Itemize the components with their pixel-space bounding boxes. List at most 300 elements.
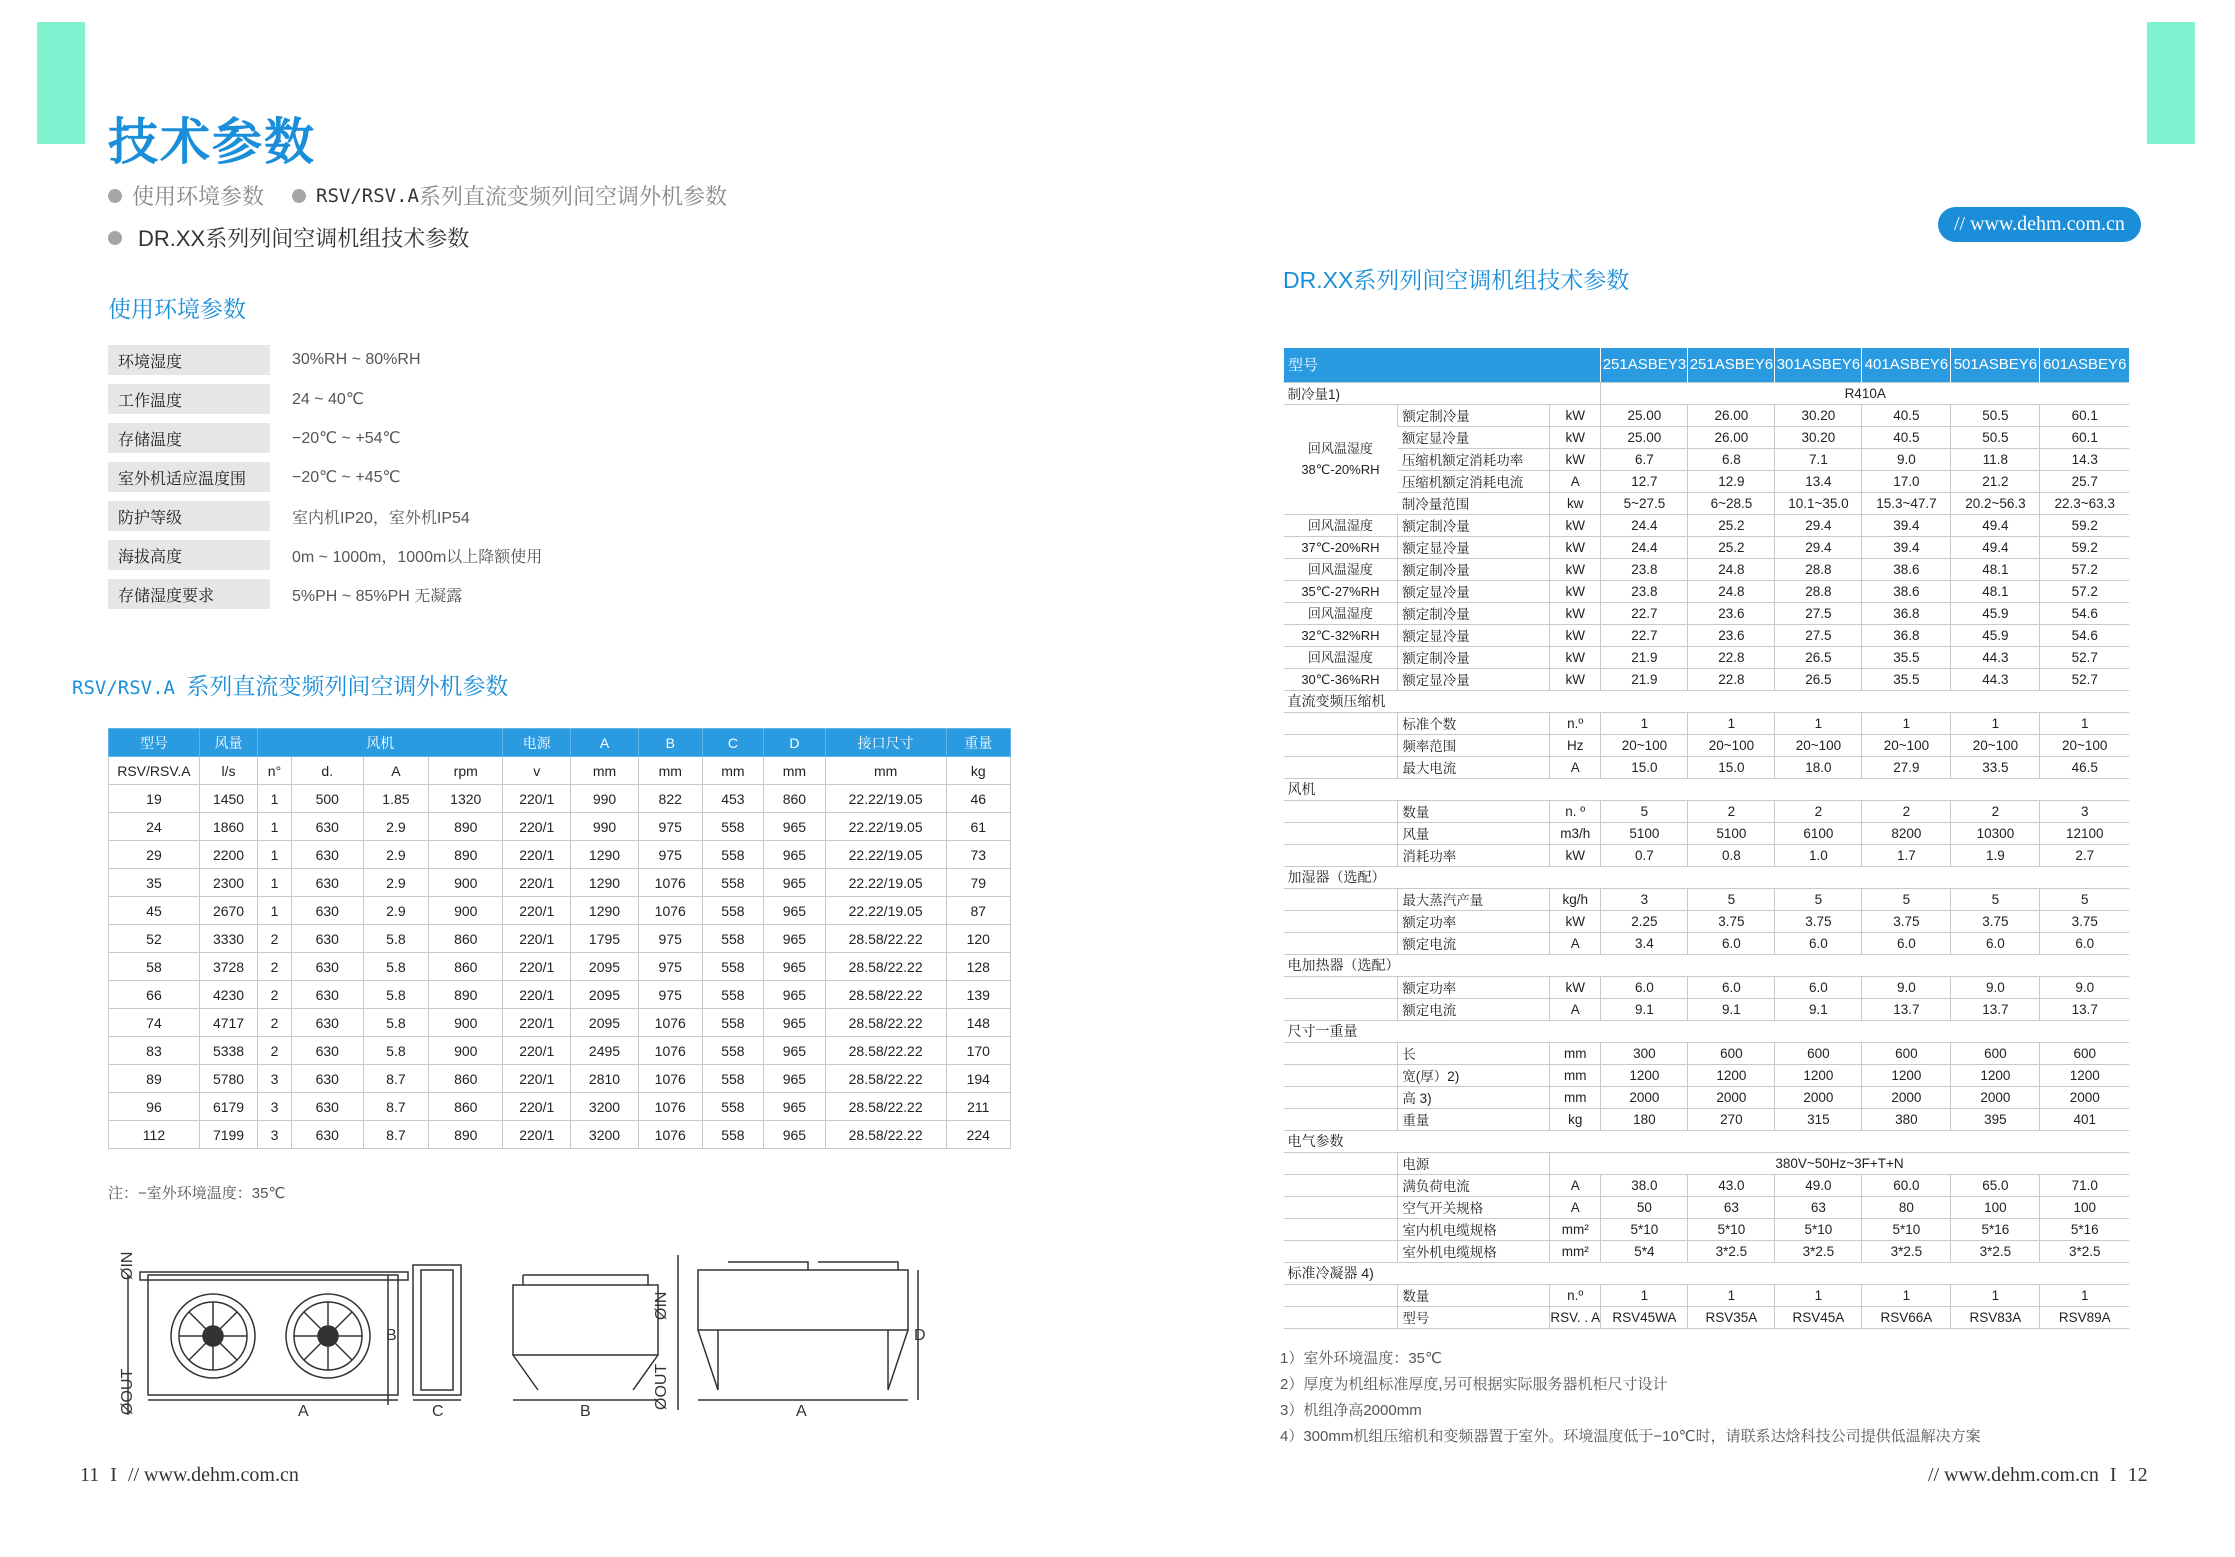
table-cell-empty	[1284, 734, 1398, 756]
group-header-row	[1284, 1130, 2130, 1152]
table-cell-empty	[1284, 1284, 1398, 1306]
dim-A-front: A	[298, 1403, 309, 1420]
table-cell: 2810	[571, 1065, 639, 1093]
table-cell: 数量	[1398, 800, 1550, 822]
table-cell: 3*2.5	[1775, 1240, 1862, 1262]
table-cell: 7199	[199, 1121, 257, 1149]
table-cell: 9.0	[1862, 448, 1951, 470]
table-cell: n.º	[1550, 712, 1601, 734]
table-cell: 13.7	[1862, 998, 1951, 1020]
table-cell: 2	[1688, 800, 1775, 822]
dr-notes	[1280, 1346, 1981, 1450]
table-cell: 630	[291, 1009, 363, 1037]
footer-url-left[interactable]: // www.dehm.com.cn	[127, 1464, 299, 1486]
table-cell: 3.75	[1775, 910, 1862, 932]
table-cell: 29.4	[1775, 536, 1862, 558]
table-cell: 长	[1398, 1042, 1550, 1064]
table-cell: 额定显冷量	[1398, 426, 1550, 448]
table-cell: 3*2.5	[2040, 1240, 2129, 1262]
table-cell: 2000	[1951, 1086, 2040, 1108]
rsv-header-cell: 风量	[199, 729, 257, 757]
table-cell: 22.22/19.05	[825, 813, 946, 841]
table-cell: 600	[1688, 1042, 1775, 1064]
table-cell: 2	[258, 1037, 292, 1065]
table-cell: 20~100	[1601, 734, 1688, 756]
table-cell: 额定显冷量	[1398, 668, 1550, 690]
table-cell: 9.0	[1862, 976, 1951, 998]
table-cell: 21.9	[1601, 668, 1688, 690]
table-cell: kW	[1550, 514, 1601, 536]
table-cell: 3.75	[1688, 910, 1775, 932]
env-key: 室外机适应温度围	[108, 462, 270, 492]
table-cell: 211	[946, 1093, 1010, 1121]
table-cell: 965	[764, 1009, 826, 1037]
table-cell: 5	[1775, 888, 1862, 910]
table-cell: A	[1550, 470, 1601, 492]
table-cell: 975	[638, 841, 702, 869]
table-cell: 1	[2040, 1284, 2129, 1306]
env-value: −20℃ ~ +54℃	[292, 430, 401, 447]
table-cell-empty	[1284, 756, 1398, 778]
table-cell: kW	[1550, 536, 1601, 558]
table-cell: 224	[946, 1121, 1010, 1149]
nav-item-env[interactable]: 使用环境参数	[132, 184, 265, 209]
table-row	[1284, 558, 2130, 580]
table-cell: 29.4	[1775, 514, 1862, 536]
dim-D: D	[914, 1327, 926, 1344]
table-cell: 28.58/22.22	[825, 1121, 946, 1149]
table-cell: 13.4	[1775, 470, 1862, 492]
table-cell: 558	[702, 841, 764, 869]
table-cell: 630	[291, 869, 363, 897]
table-cell: 630	[291, 1065, 363, 1093]
group-label: 风机	[1284, 778, 2130, 800]
table-cell: 10300	[1951, 822, 2040, 844]
table-cell: 58	[109, 953, 200, 981]
table-cell: 2.7	[2040, 844, 2129, 866]
table-cell: 48.1	[1951, 580, 2040, 602]
table-cell: 2000	[2040, 1086, 2129, 1108]
table-cell: 1795	[571, 925, 639, 953]
env-row	[108, 423, 552, 453]
env-key: 防护等级	[108, 501, 270, 531]
table-cell: 25.7	[2040, 470, 2129, 492]
table-row	[1284, 448, 2130, 470]
table-cell: 1.85	[363, 785, 429, 813]
condition-label: 35℃-27%RH	[1284, 580, 1398, 602]
footer-left: 11 I // www.dehm.com.cn	[80, 1464, 299, 1486]
table-cell: 5.8	[363, 953, 429, 981]
condition-label: 37℃-20%RH	[1284, 536, 1398, 558]
table-cell: 4230	[199, 981, 257, 1009]
table-cell: 3.4	[1601, 932, 1688, 954]
table-cell: 24.8	[1688, 558, 1775, 580]
table-cell: 315	[1775, 1108, 1862, 1130]
condition-label: 回风温湿度	[1284, 514, 1398, 536]
table-cell: 60.0	[1862, 1174, 1951, 1196]
table-cell: 1320	[429, 785, 503, 813]
table-cell: 5*16	[2040, 1218, 2129, 1240]
table-cell: 6.0	[1775, 976, 1862, 998]
env-row	[108, 384, 552, 414]
table-cell: 6.7	[1601, 448, 1688, 470]
group-header-row	[1284, 690, 2130, 712]
bullet-dot	[108, 231, 122, 245]
dr-header-cell: 251ASBEY6	[1688, 348, 1775, 382]
table-row	[1284, 1284, 2130, 1306]
table-cell: 3*2.5	[1862, 1240, 1951, 1262]
table-cell: 2095	[571, 953, 639, 981]
table-row	[1284, 1086, 2130, 1108]
table-cell: 49.4	[1951, 514, 2040, 536]
table-cell: 112	[109, 1121, 200, 1149]
rsv-subheader-cell: l/s	[199, 757, 257, 785]
table-cell: 148	[946, 1009, 1010, 1037]
table-cell: 重量	[1398, 1108, 1550, 1130]
table-cell: 220/1	[503, 1009, 571, 1037]
table-cell: 室内机电缆规格	[1398, 1218, 1550, 1240]
rsv-subheader-cell: d.	[291, 757, 363, 785]
label-out-front: ØOUT	[119, 1368, 136, 1415]
table-cell: 990	[571, 813, 639, 841]
table-cell: 22.7	[1601, 602, 1688, 624]
table-cell: 满负荷电流	[1398, 1174, 1550, 1196]
dim-C: C	[432, 1403, 444, 1420]
table-cell: 54.6	[2040, 602, 2129, 624]
table-cell: 453	[702, 785, 764, 813]
table-cell: kw	[1550, 492, 1601, 514]
table-cell: 965	[764, 841, 826, 869]
table-cell: 890	[429, 841, 503, 869]
table-cell: 1.7	[1862, 844, 1951, 866]
table-cell: 558	[702, 869, 764, 897]
table-cell: 28.8	[1775, 558, 1862, 580]
table-cell: 30.20	[1775, 426, 1862, 448]
table-cell: 1	[258, 897, 292, 925]
table-cell: 额定显冷量	[1398, 580, 1550, 602]
table-cell: 83	[109, 1037, 200, 1065]
table-cell-empty	[1284, 712, 1398, 734]
table-cell: 46.5	[2040, 756, 2129, 778]
table-cell: RSV45A	[1775, 1306, 1862, 1328]
table-cell: 5.8	[363, 1037, 429, 1065]
table-cell: 25.2	[1688, 514, 1775, 536]
table-cell: 5.8	[363, 1009, 429, 1037]
rsv-header-cell: 型号	[109, 729, 200, 757]
table-row	[109, 981, 1011, 1009]
rsv-section-title	[72, 668, 508, 701]
table-cell: 54.6	[2040, 624, 2129, 646]
table-cell: RSV. . A	[1550, 1306, 1601, 1328]
table-cell: 28.8	[1775, 580, 1862, 602]
table-cell: 6179	[199, 1093, 257, 1121]
table-row	[109, 897, 1011, 925]
table-cell: 12.7	[1601, 470, 1688, 492]
table-cell: 2000	[1862, 1086, 1951, 1108]
table-cell: 1.9	[1951, 844, 2040, 866]
table-cell: A	[1550, 1174, 1601, 1196]
table-cell: 2000	[1601, 1086, 1688, 1108]
table-cell: 20~100	[1951, 734, 2040, 756]
table-cell: 46	[946, 785, 1010, 813]
table-cell: 22.22/19.05	[825, 897, 946, 925]
table-cell: 23.8	[1601, 580, 1688, 602]
table-row	[1284, 888, 2130, 910]
table-cell: 28.58/22.22	[825, 1037, 946, 1065]
table-cell: 9.1	[1688, 998, 1775, 1020]
table-cell-empty	[1284, 1240, 1398, 1262]
table-cell-empty	[1284, 844, 1398, 866]
table-cell: 630	[291, 897, 363, 925]
dr-header-cell: 501ASBEY6	[1951, 348, 2040, 382]
table-cell: 900	[429, 1037, 503, 1065]
rsv-subheader-cell: kg	[946, 757, 1010, 785]
footer-right: // www.dehm.com.cn I 12	[1928, 1464, 2148, 1486]
env-row	[108, 462, 552, 492]
nav-item-dr[interactable]: DR.XX系列列间空调机组技术参数	[138, 226, 470, 251]
dr-section-title: DR.XX系列列间空调机组技术参数	[1283, 267, 1630, 293]
env-row	[108, 579, 552, 609]
table-cell: 5338	[199, 1037, 257, 1065]
rsv-header-cell: B	[638, 729, 702, 757]
table-row	[109, 1009, 1011, 1037]
table-cell: 额定功率	[1398, 976, 1550, 998]
table-cell: 22.22/19.05	[825, 785, 946, 813]
table-cell: 1076	[638, 1009, 702, 1037]
table-cell: 3.75	[1951, 910, 2040, 932]
url-pill[interactable]: // www.dehm.com.cn	[1938, 207, 2141, 242]
table-cell: 1076	[638, 869, 702, 897]
table-cell: 100	[1951, 1196, 2040, 1218]
table-cell-empty	[1284, 1218, 1398, 1240]
table-cell: 558	[702, 953, 764, 981]
group-label: 加湿器（选配）	[1284, 866, 2130, 888]
table-row	[1284, 756, 2130, 778]
table-cell: 频率范围	[1398, 734, 1550, 756]
table-cell: 220/1	[503, 897, 571, 925]
table-cell: 965	[764, 813, 826, 841]
table-cell: 1	[1775, 1284, 1862, 1306]
table-cell: 1200	[1775, 1064, 1862, 1086]
table-cell: 24	[109, 813, 200, 841]
table-cell: 6.0	[1688, 932, 1775, 954]
table-cell: 36.8	[1862, 602, 1951, 624]
table-cell: 9.1	[1601, 998, 1688, 1020]
table-cell-empty	[1284, 976, 1398, 998]
table-cell: 28.58/22.22	[825, 1009, 946, 1037]
table-cell: 558	[702, 1065, 764, 1093]
table-cell: 87	[946, 897, 1010, 925]
table-row	[1284, 536, 2130, 558]
table-cell: 28.58/22.22	[825, 953, 946, 981]
footer-url-right[interactable]: // www.dehm.com.cn	[1928, 1464, 2099, 1486]
table-cell: 139	[946, 981, 1010, 1009]
env-key: 工作温度	[108, 384, 270, 414]
table-cell: 900	[429, 1009, 503, 1037]
table-cell: 5100	[1601, 822, 1688, 844]
table-cell: 2	[1951, 800, 2040, 822]
table-row	[1284, 822, 2130, 844]
table-cell: 3*2.5	[1951, 1240, 2040, 1262]
table-cell: 73	[946, 841, 1010, 869]
table-cell: 558	[702, 1009, 764, 1037]
table-cell: 22.22/19.05	[825, 841, 946, 869]
table-cell: 2.9	[363, 869, 429, 897]
table-cell: 2	[258, 981, 292, 1009]
table-cell: 5	[2040, 888, 2129, 910]
table-row	[1284, 1108, 2130, 1130]
table-cell: 1.0	[1775, 844, 1862, 866]
table-cell: 60.1	[2040, 404, 2129, 426]
table-cell: n.º	[1550, 1284, 1601, 1306]
table-cell: 630	[291, 1121, 363, 1149]
table-cell: 220/1	[503, 925, 571, 953]
table-cell: 1	[1775, 712, 1862, 734]
table-cell: 61	[946, 813, 1010, 841]
table-cell: 2200	[199, 841, 257, 869]
table-cell: mm	[1550, 1042, 1601, 1064]
table-cell: 1200	[1862, 1064, 1951, 1086]
table-cell: A	[1550, 1196, 1601, 1218]
table-cell: 170	[946, 1037, 1010, 1065]
table-cell: 66	[109, 981, 200, 1009]
table-cell: 12100	[2040, 822, 2129, 844]
table-cell: A	[1550, 756, 1601, 778]
table-row	[1284, 646, 2130, 668]
table-cell: 标准个数	[1398, 712, 1550, 734]
table-row	[1284, 1042, 2130, 1064]
rsv-subheader-cell: mm	[571, 757, 639, 785]
table-cell: 5*10	[1862, 1218, 1951, 1240]
table-cell: 5*16	[1951, 1218, 2040, 1240]
rsv-table	[108, 728, 1011, 1149]
nav-bullets-row2	[108, 222, 469, 253]
dr-spec-table	[1283, 348, 2129, 1329]
table-cell: 128	[946, 953, 1010, 981]
table-cell: 220/1	[503, 981, 571, 1009]
table-cell: 27.5	[1775, 624, 1862, 646]
table-cell: 6.8	[1688, 448, 1775, 470]
table-cell: 630	[291, 813, 363, 841]
table-row	[1284, 602, 2130, 624]
table-cell: 975	[638, 813, 702, 841]
table-cell: kW	[1550, 910, 1601, 932]
table-cell: 35.5	[1862, 646, 1951, 668]
table-row	[109, 813, 1011, 841]
table-cell: 1860	[199, 813, 257, 841]
rsv-subheader-cell: RSV/RSV.A	[109, 757, 200, 785]
rsv-subheader-cell: n°	[258, 757, 292, 785]
table-row	[1284, 1196, 2130, 1218]
table-cell: Hz	[1550, 734, 1601, 756]
table-cell: kW	[1550, 844, 1601, 866]
table-cell: 50	[1601, 1196, 1688, 1218]
table-row	[1284, 492, 2130, 514]
footnote: 4）300mm机组压缩机和变频器置于室外。环境温度低于−10℃时，请联系达焓科技公司提供低温解决方案	[1280, 1428, 1981, 1445]
nav-item-rsv[interactable]: 系列直流变频列间空调外机参数	[418, 184, 727, 209]
table-cell: 44.3	[1951, 668, 2040, 690]
table-row	[1284, 470, 2130, 492]
table-cell: 2000	[1775, 1086, 1862, 1108]
table-cell: 15.0	[1601, 756, 1688, 778]
table-cell: 宽(厚）2)	[1398, 1064, 1550, 1086]
table-cell: 额定显冷量	[1398, 536, 1550, 558]
env-row	[108, 501, 552, 531]
rsv-subheader-cell: mm	[638, 757, 702, 785]
table-cell: 57.2	[2040, 580, 2129, 602]
table-cell: 890	[429, 813, 503, 841]
table-cell: 1	[1951, 712, 2040, 734]
table-cell: 高 3)	[1398, 1086, 1550, 1108]
rsv-subheader-cell: mm	[764, 757, 826, 785]
table-cell: 2	[258, 953, 292, 981]
table-cell: 0.7	[1601, 844, 1688, 866]
group-header-row	[1284, 866, 2130, 888]
table-cell: 401	[2040, 1108, 2129, 1130]
table-cell: 压缩机额定消耗电流	[1398, 470, 1550, 492]
table-cell: 5	[1601, 800, 1688, 822]
table-cell: 35	[109, 869, 200, 897]
table-cell: 220/1	[503, 841, 571, 869]
table-cell: kW	[1550, 580, 1601, 602]
table-cell: 最大蒸汽产量	[1398, 888, 1550, 910]
table-cell: 3.75	[2040, 910, 2129, 932]
table-row	[1284, 1306, 2130, 1328]
table-cell: RSV83A	[1951, 1306, 2040, 1328]
table-cell: 3200	[571, 1121, 639, 1149]
table-cell: 数量	[1398, 1284, 1550, 1306]
table-cell: 860	[429, 1065, 503, 1093]
rsv-subheader-cell: mm	[702, 757, 764, 785]
env-table	[108, 336, 552, 618]
table-cell: 600	[1775, 1042, 1862, 1064]
table-cell: kW	[1550, 976, 1601, 998]
table-cell: 2.9	[363, 813, 429, 841]
table-cell: 822	[638, 785, 702, 813]
table-cell: 消耗功率	[1398, 844, 1550, 866]
table-cell: 630	[291, 953, 363, 981]
nav-item-rsv-prefix[interactable]: RSV/RSV.A	[316, 184, 419, 207]
table-cell: 39.4	[1862, 514, 1951, 536]
table-cell: 900	[429, 897, 503, 925]
page-number-right: 12	[2127, 1464, 2148, 1486]
table-cell: 20.2~56.3	[1951, 492, 2040, 514]
table-cell: 23.6	[1688, 624, 1775, 646]
table-cell: 49.4	[1951, 536, 2040, 558]
table-cell: 8.7	[363, 1065, 429, 1093]
table-cell: 17.0	[1862, 470, 1951, 492]
table-row	[1284, 932, 2130, 954]
env-key: 海拔高度	[108, 540, 270, 570]
table-cell: m3/h	[1550, 822, 1601, 844]
table-cell: 1200	[2040, 1064, 2129, 1086]
table-cell: 180	[1601, 1108, 1688, 1130]
fan-icon	[286, 1294, 370, 1378]
table-cell: 9.0	[2040, 976, 2129, 998]
table-cell: 600	[2040, 1042, 2129, 1064]
table-cell: 4717	[199, 1009, 257, 1037]
table-cell: 38.6	[1862, 580, 1951, 602]
condition-label: 回风温湿度 38℃-20%RH	[1284, 404, 1398, 514]
table-cell: 2495	[571, 1037, 639, 1065]
table-cell: 65.0	[1951, 1174, 2040, 1196]
table-cell: 5.8	[363, 981, 429, 1009]
table-cell: 18.0	[1775, 756, 1862, 778]
table-cell: 29	[109, 841, 200, 869]
table-cell: 22.8	[1688, 668, 1775, 690]
table-cell: 80	[1862, 1196, 1951, 1218]
rsv-subheader-cell: A	[363, 757, 429, 785]
